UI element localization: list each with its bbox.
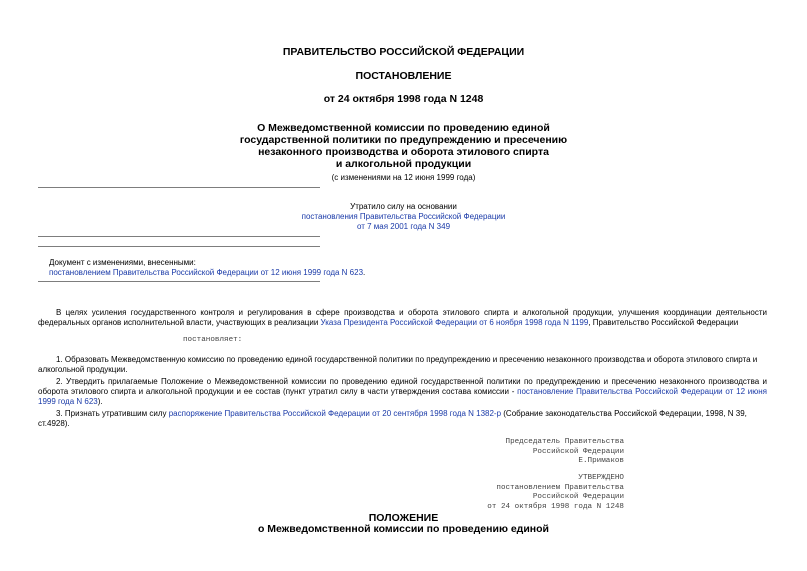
approved-label: УТВЕРЖДЕНО — [578, 474, 624, 482]
changes-tail: . — [363, 268, 366, 277]
changes-link[interactable]: постановлением Правительства Российской Федерации от 12 июня 1999 года N 623 — [49, 268, 364, 277]
changes-block — [49, 258, 365, 278]
expired-text: Утратило силу на основании — [350, 202, 457, 211]
preamble-paragraph — [38, 308, 767, 328]
decides-label: постановляет: — [183, 336, 243, 344]
title-line: О Межведомственной комиссии по проведению единой — [257, 122, 550, 134]
document-title — [0, 122, 807, 170]
item-2-tail: ). — [97, 397, 103, 406]
expired-link[interactable]: постановления Правительства Российской Федерации — [301, 212, 506, 221]
approved-date: от 24 октября 1998 года N 1248 — [487, 502, 624, 511]
regulation-title: ПОЛОЖЕНИЕ — [368, 512, 439, 524]
item-2-link[interactable]: постановление Правительства Российской Федерации от 12 июня 1999 года N 623 — [38, 387, 768, 406]
document-date-number: от 24 октября 1998 года N 1248 — [323, 93, 484, 105]
divider — [38, 246, 320, 247]
item-3 — [38, 409, 767, 429]
item-2-text: 2. Утвердить прилагаемые Положение о Межведомственной комиссии по проведению единой государственной политики по предупреждению и пресечению незаконного производства и оборота этилового спирта и алкогольной продукции и ее состав (пункт утратил силу в части утверждения состава комиссии - — [38, 377, 767, 396]
item-1: 1. Образовать Межведомственную комиссию по проведению единой государственной политики по предупреждению и пресечению незаконного производства и оборота этилового спирта и алкогольной продукции. — [38, 355, 758, 374]
title-line: государственной политики по предупреждению и пресечению — [239, 134, 568, 146]
expired-link-date[interactable]: от 7 мая 2001 года N 349 — [356, 222, 451, 231]
approved-by: постановлением Правительства — [496, 483, 624, 492]
changes-text: Документ с изменениями, внесенными: — [49, 258, 196, 267]
regulation-subtitle: о Межведомственной комиссии по проведению единой — [257, 523, 550, 535]
signature-country: Российской Федерации — [532, 447, 624, 456]
title-line: незаконного производства и оборота этилового спирта — [258, 146, 549, 158]
item-3-text: 3. Признать утратившим силу — [56, 409, 169, 418]
divider — [38, 236, 320, 237]
preamble-text: В целях усиления государственного контроля и регулирования в сфере производства и оборота этилового спирта и алкогольной продукции, улучшения координации деятельности федеральных органов исполнительной власти, участвующих в реализации — [38, 308, 767, 327]
item-3-link[interactable]: распоряжение Правительства Российской Федерации от 20 сентября 1998 года N 1382-р — [168, 409, 502, 418]
signature-block — [380, 438, 624, 467]
item-2 — [38, 377, 767, 407]
approved-country: Российской Федерации — [532, 493, 624, 501]
expired-block — [0, 202, 807, 232]
divider — [38, 281, 320, 282]
signature-name: Е.Примаков — [578, 457, 624, 465]
preamble-text-end: , Правительство Российской Федерации — [588, 318, 739, 327]
divider — [38, 187, 320, 188]
decree-link[interactable]: Указа Президента Российской Федерации от 6 ноября 1998 года N 1199 — [320, 318, 589, 327]
amended-note: (с изменениями на 12 июня 1999 года) — [331, 173, 476, 182]
document-type-heading: ПОСТАНОВЛЕНИЕ — [355, 70, 452, 82]
signature-position: Председатель Правительства — [505, 438, 624, 446]
title-line: и алкогольной продукции — [335, 158, 472, 170]
approved-block — [380, 474, 624, 512]
item-3-tail: (Собрание законодательства Российской Федерации, 1998, N 39, ст.4928). — [38, 409, 747, 428]
government-heading: ПРАВИТЕЛЬСТВО РОССИЙСКОЙ ФЕДЕРАЦИИ — [282, 46, 525, 58]
